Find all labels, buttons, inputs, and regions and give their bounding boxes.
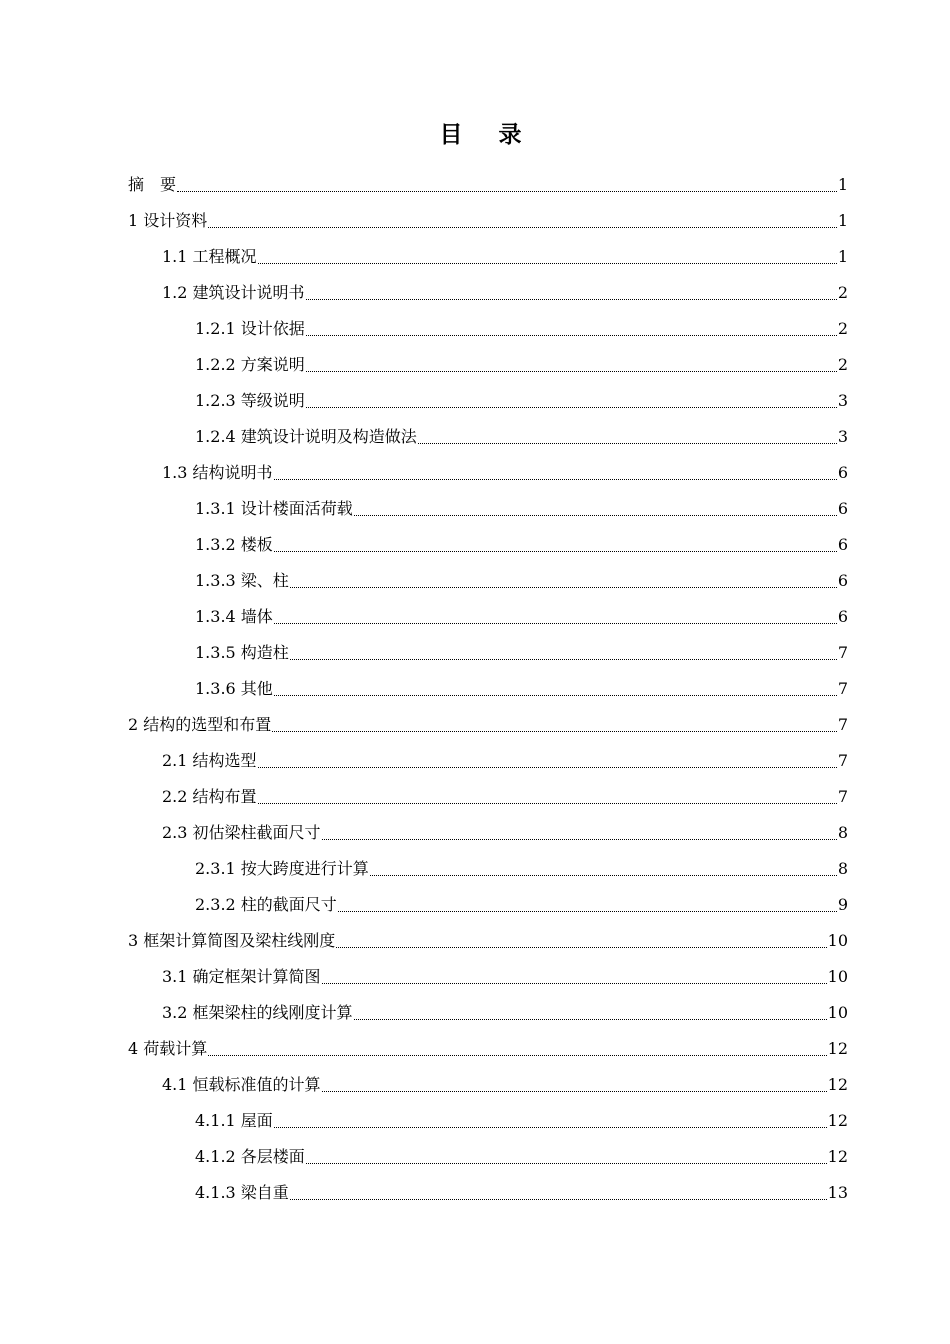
toc-entry[interactable] [128,1175,848,1211]
toc-page-number: 7 [837,751,848,770]
toc-page-number: 10 [827,967,848,986]
toc-entry-label: 1.3.2 楼板 [195,535,273,554]
toc-page-number: 12 [827,1111,848,1130]
toc-page-number: 7 [837,787,848,806]
toc-dot-leader [207,203,838,239]
toc-dot-leader [321,815,838,851]
toc-dot-leader [337,887,838,923]
toc-dot-leader [321,959,828,995]
toc-dot-leader [273,671,838,707]
toc-dot-leader [257,779,838,815]
toc-page-number: 7 [837,643,848,662]
toc-dot-leader [305,383,838,419]
toc-page-number: 12 [827,1075,848,1094]
toc-page-number: 6 [837,499,848,518]
toc-dot-leader [417,419,838,455]
toc-dot-leader [305,347,838,383]
toc-entry-label: 4.1.1 屋面 [195,1111,273,1130]
toc-dot-leader [207,1031,827,1067]
toc-entry[interactable] [128,383,848,419]
toc-entry-label: 3.1 确定框架计算简图 [162,967,321,986]
toc-page-number: 13 [827,1183,848,1202]
toc-entry-label: 4.1.2 各层楼面 [195,1147,305,1166]
toc-entry[interactable] [128,599,848,635]
toc-entry-label: 摘 要 [128,175,177,194]
toc-dot-leader [273,527,838,563]
toc-page-number: 2 [837,355,848,374]
toc-entry-label: 1 设计资料 [128,211,208,230]
toc-entry[interactable] [128,815,848,851]
toc-entry[interactable] [128,671,848,707]
toc-title: 目 录 [439,122,536,148]
toc-dot-leader [273,599,838,635]
toc-entry[interactable] [128,707,848,743]
toc-entry-label: 4 荷载计算 [128,1039,208,1058]
toc-page-number: 7 [837,715,848,734]
toc-entry-label: 1.3.3 梁、柱 [195,571,289,590]
toc-dot-leader [305,311,838,347]
toc-dot-leader [257,743,838,779]
toc-entry[interactable] [128,1031,848,1067]
toc-dot-leader [305,1139,828,1175]
toc-entry-label: 1.2.1 设计依据 [195,319,305,338]
toc-entry-label: 1.3.5 构造柱 [195,643,289,662]
toc-page-number: 12 [827,1147,848,1166]
toc-entry-label: 2.2 结构布置 [162,787,257,806]
toc-entry[interactable] [128,887,848,923]
toc-dot-leader [353,491,838,527]
toc-page-number: 10 [827,931,848,950]
toc-page-number: 7 [837,679,848,698]
toc-entry-label: 1.3.6 其他 [195,679,273,698]
toc-dot-leader [289,563,838,599]
toc-entry-label: 1.2 建筑设计说明书 [162,283,305,302]
toc-page-number: 6 [837,535,848,554]
toc-entry[interactable] [128,419,848,455]
toc-entry[interactable] [128,455,848,491]
toc-page-number: 3 [837,391,848,410]
toc-page-number: 1 [837,211,848,230]
toc-entry[interactable] [128,563,848,599]
toc-page-number: 6 [837,571,848,590]
toc-entry[interactable] [128,743,848,779]
toc-page-number: 8 [837,859,848,878]
toc-entry-label: 2.3.1 按大跨度进行计算 [195,859,369,878]
toc-page-number: 2 [837,283,848,302]
toc-page-number: 3 [837,427,848,446]
toc-page-number: 6 [837,463,848,482]
toc-dot-leader [369,851,838,887]
toc-page-number: 6 [837,607,848,626]
toc-dot-leader [176,167,838,203]
toc-page-number: 10 [827,1003,848,1022]
toc-entry-label: 1.2.2 方案说明 [195,355,305,374]
toc-entry[interactable] [128,1103,848,1139]
toc-entry[interactable] [128,203,848,239]
toc-dot-leader [321,1067,828,1103]
toc-entry-label: 2.3.2 柱的截面尺寸 [195,895,337,914]
toc-entry[interactable] [128,491,848,527]
toc-page-number: 9 [837,895,848,914]
toc-dot-leader [273,1103,828,1139]
toc-entry[interactable] [128,635,848,671]
toc-entry-label: 2.3 初估梁柱截面尺寸 [162,823,321,842]
toc-entry[interactable] [128,311,848,347]
toc-entry[interactable] [128,527,848,563]
toc-entry-label: 1.3 结构说明书 [162,463,273,482]
toc-entry-label: 3.2 框架梁柱的线刚度计算 [162,1003,353,1022]
toc-entry[interactable] [128,275,848,311]
toc-page-number: 2 [837,319,848,338]
toc-entry[interactable] [128,347,848,383]
toc-entry[interactable] [128,1067,848,1103]
toc-dot-leader [335,923,827,959]
toc-page-number: 12 [827,1039,848,1058]
toc-entry[interactable] [128,959,848,995]
toc-page-number: 1 [837,247,848,266]
toc-entry-label: 1.3.1 设计楼面活荷载 [195,499,353,518]
toc-entry-label: 1.1 工程概况 [162,247,257,266]
toc-dot-leader [271,707,838,743]
toc-entry-label: 1.2.3 等级说明 [195,391,305,410]
toc-dot-leader [257,239,838,275]
toc-dot-leader [289,1175,828,1211]
toc-entry-label: 1.2.4 建筑设计说明及构造做法 [195,427,417,446]
table-of-contents [128,167,848,1211]
toc-dot-leader [305,275,838,311]
toc-dot-leader [289,635,838,671]
toc-dot-leader [353,995,828,1031]
toc-entry[interactable] [128,851,848,887]
toc-entry-label: 1.3.4 墙体 [195,607,273,626]
toc-page-number: 1 [837,175,848,194]
toc-page-number: 8 [837,823,848,842]
toc-entry-label: 2.1 结构选型 [162,751,257,770]
toc-entry-label: 2 结构的选型和布置 [128,715,272,734]
toc-entry[interactable] [128,779,848,815]
toc-entry-label: 4.1.3 梁自重 [195,1183,289,1202]
toc-entry-label: 3 框架计算简图及梁柱线刚度 [128,931,336,950]
toc-entry[interactable] [128,167,848,203]
toc-entry[interactable] [128,995,848,1031]
toc-entry-label: 4.1 恒载标准值的计算 [162,1075,321,1094]
toc-dot-leader [273,455,838,491]
toc-entry[interactable] [128,239,848,275]
toc-entry[interactable] [128,1139,848,1175]
toc-entry[interactable] [128,923,848,959]
